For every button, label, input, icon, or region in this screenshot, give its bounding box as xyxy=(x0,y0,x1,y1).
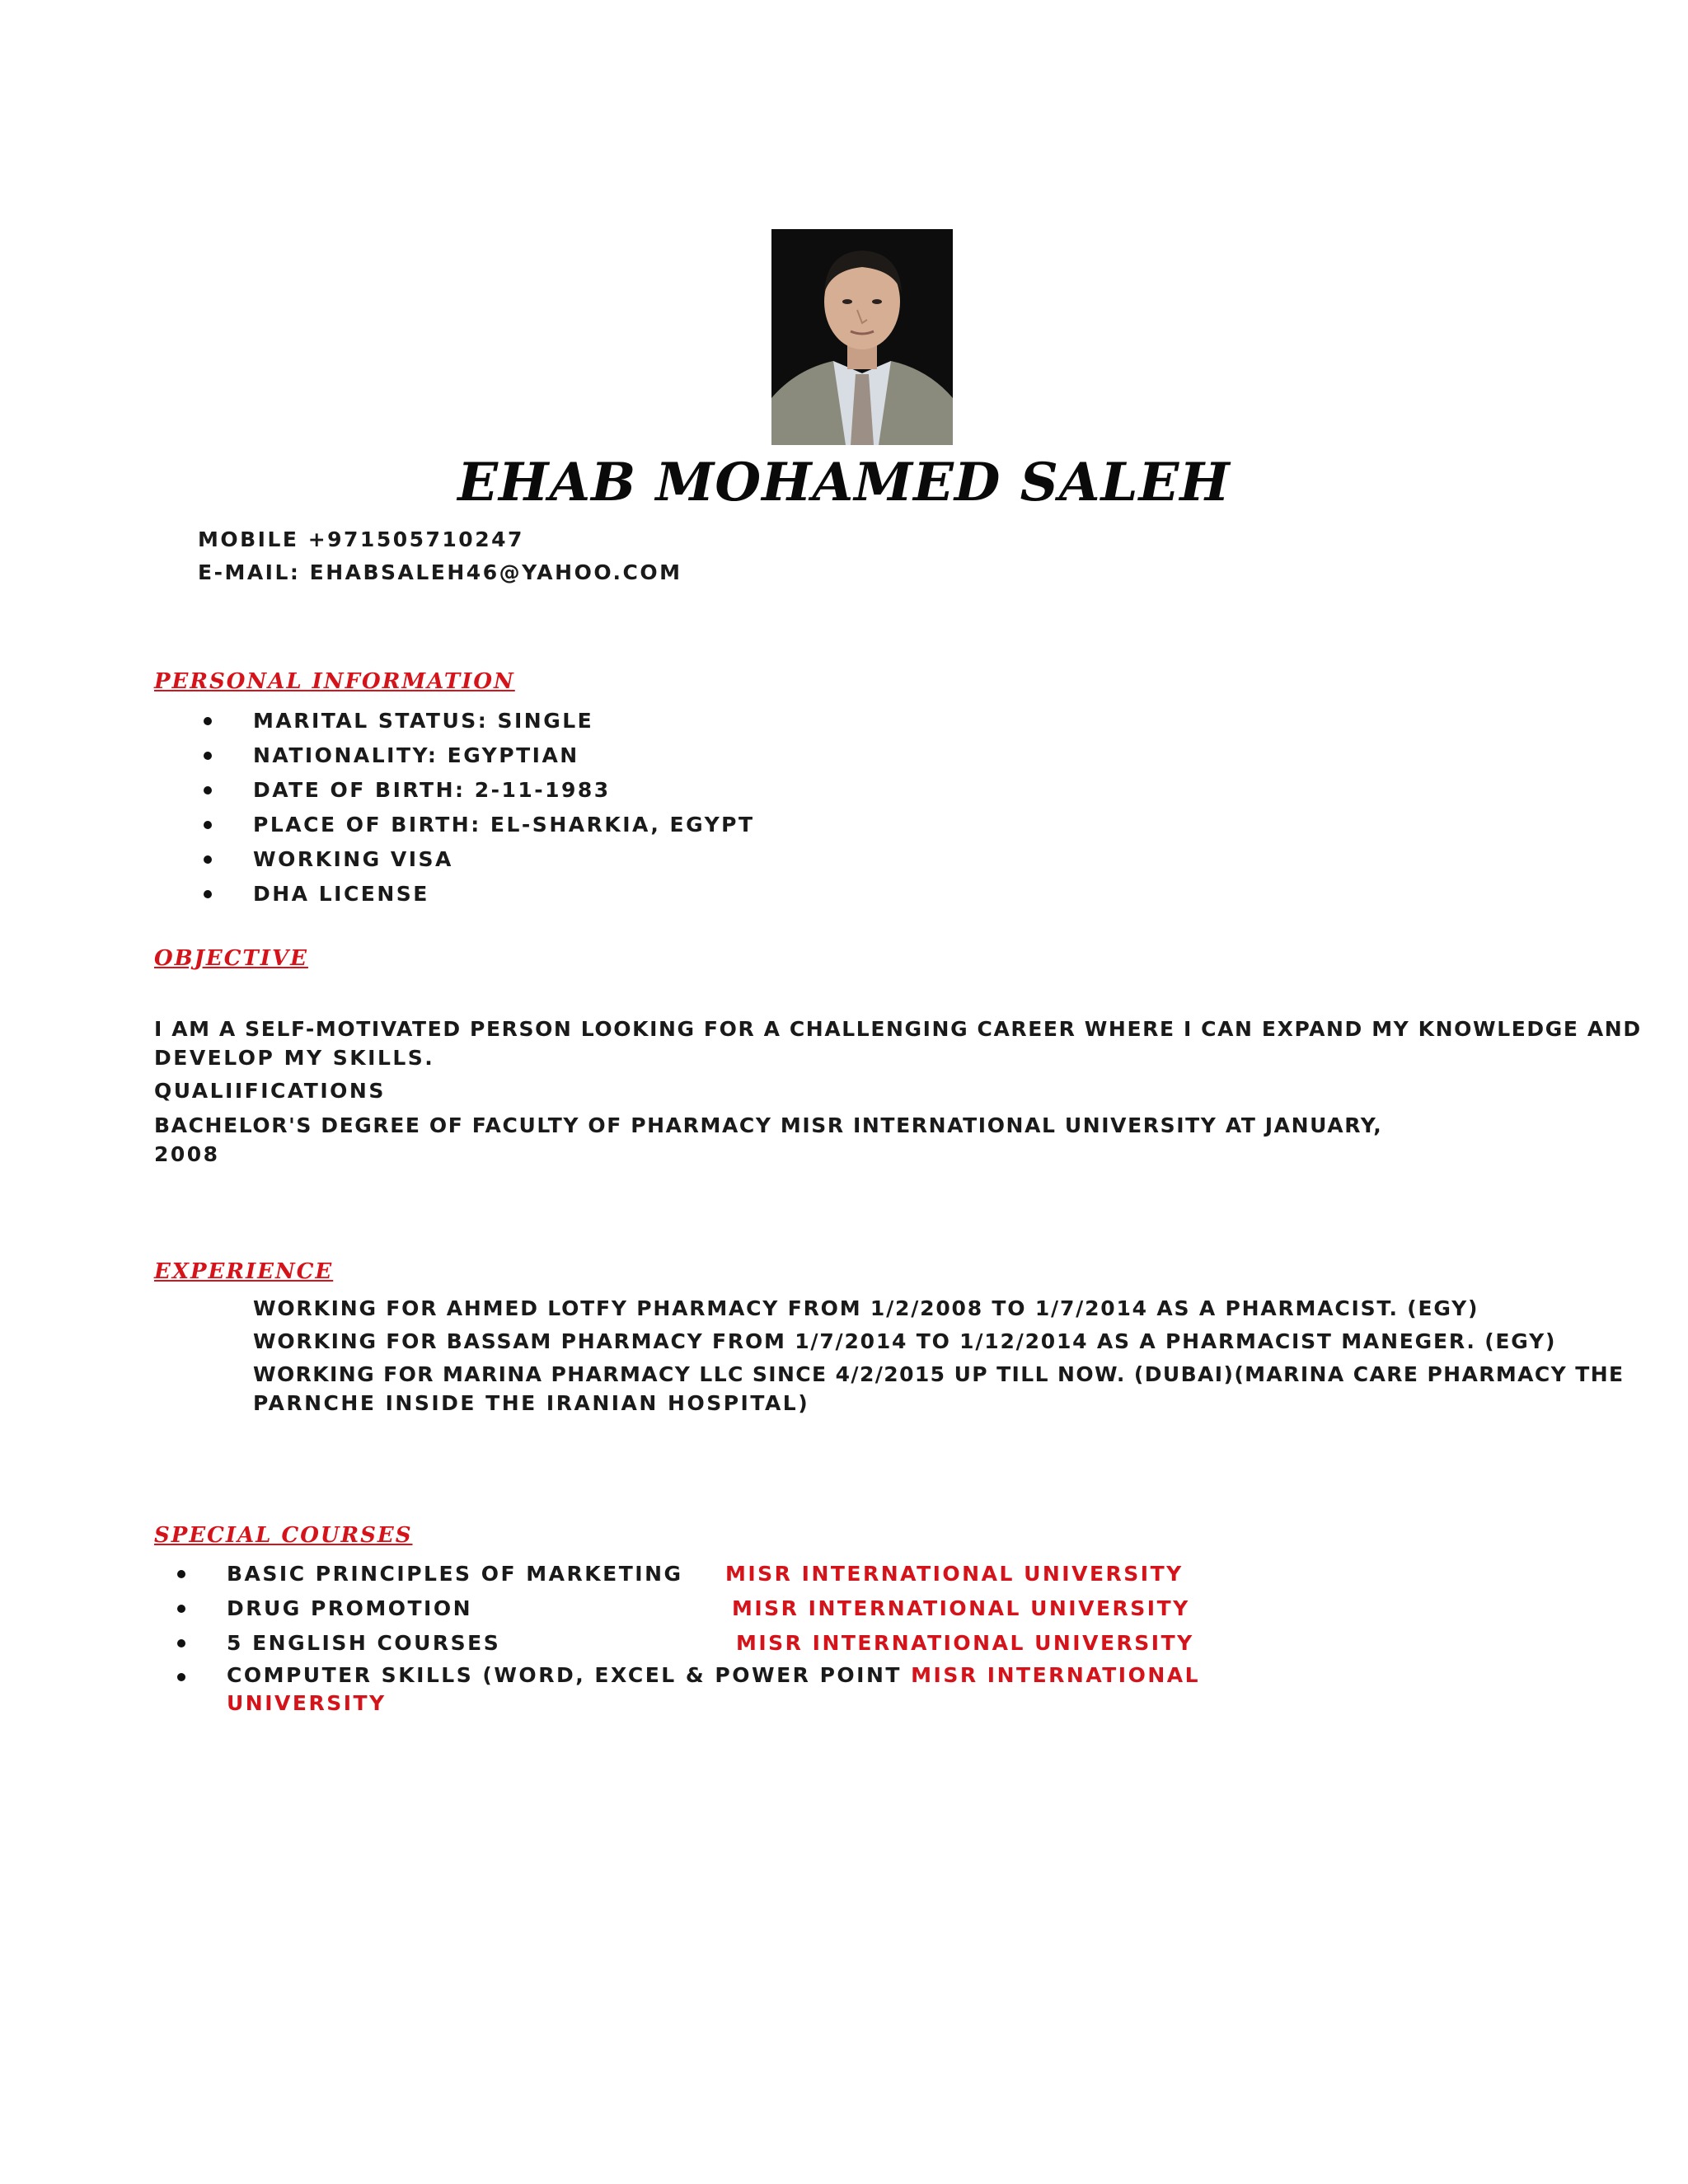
email-address: E-MAIL: EHABSALEH46@YAHOO.COM xyxy=(198,560,682,584)
bullet-icon xyxy=(177,1605,185,1613)
qualifications-label: QUALIIFICATIONS xyxy=(154,1079,386,1103)
candidate-name: EHAB MOHAMED SALEH xyxy=(457,452,1231,513)
experience-item-3-continued: PARNCHE INSIDE THE IRANIAN HOSPITAL) xyxy=(253,1391,810,1415)
list-item xyxy=(227,1591,1190,1626)
bullet-icon xyxy=(204,717,212,725)
bullet-icon xyxy=(204,752,212,760)
list-item: DHA LICENSE xyxy=(253,877,755,912)
bullet-icon xyxy=(204,786,212,794)
bullet-icon xyxy=(204,890,212,898)
course-institution-continued: UNIVERSITY xyxy=(227,1691,387,1715)
course-institution: MISR INTERNATIONAL xyxy=(911,1663,1201,1687)
course-institution: MISR INTERNATIONAL UNIVERSITY xyxy=(725,1562,1184,1586)
bullet-icon xyxy=(204,821,212,829)
course-institution: MISR INTERNATIONAL UNIVERSITY xyxy=(732,1596,1190,1620)
bullet-icon xyxy=(204,855,212,864)
course-institution: MISR INTERNATIONAL UNIVERSITY xyxy=(736,1631,1194,1655)
personal-information-heading: PERSONAL INFORMATION xyxy=(154,669,515,694)
objective-text-line2: DEVELOP MY SKILLS. xyxy=(154,1046,435,1070)
objective-heading: OBJECTIVE xyxy=(154,946,308,971)
experience-item-2: WORKING FOR BASSAM PHARMACY FROM 1/7/2014 TO 1/12/2014 AS A PHARMACIST MANEGER. (EGY) xyxy=(253,1329,1557,1353)
list-item: WORKING VISA xyxy=(253,842,755,877)
special-courses-list xyxy=(227,1557,1194,1661)
experience-item-3: WORKING FOR MARINA PHARMACY LLC SINCE 4/2/2015 UP TILL NOW. (DUBAI)(MARINA CARE PHARMACY THE xyxy=(253,1362,1625,1386)
degree-line1: BACHELOR'S DEGREE OF FACULTY OF PHARMACY MISR INTERNATIONAL UNIVERSITY AT JANUARY, xyxy=(154,1113,1383,1137)
special-courses-heading: SPECIAL COURSES xyxy=(154,1523,413,1548)
computer-skills-course xyxy=(227,1661,1200,1718)
bullet-icon xyxy=(177,1570,185,1578)
mobile-number: MOBILE +971505710247 xyxy=(198,527,524,551)
course-name: COMPUTER SKILLS (WORD, EXCEL & POWER POINT xyxy=(227,1663,902,1687)
degree-line2: 2008 xyxy=(154,1142,220,1166)
bullet-icon xyxy=(177,1673,185,1681)
course-name: DRUG PROMOTION xyxy=(227,1596,473,1620)
course-name: BASIC PRINCIPLES OF MARKETING xyxy=(227,1562,683,1586)
list-item: MARITAL STATUS: SINGLE xyxy=(253,704,755,738)
list-item xyxy=(227,1626,1194,1661)
experience-heading: EXPERIENCE xyxy=(154,1259,334,1284)
list-item: PLACE OF BIRTH: EL-SHARKIA, EGYPT xyxy=(253,808,755,842)
list-item xyxy=(227,1557,1184,1591)
personal-information-list xyxy=(253,704,755,912)
objective-text-line1: I AM A SELF-MOTIVATED PERSON LOOKING FOR A CHALLENGING CAREER WHERE I CAN EXPAND MY KNOWLEDGE AND xyxy=(154,1017,1642,1041)
bullet-icon xyxy=(177,1639,185,1647)
list-item: DATE OF BIRTH: 2-11-1983 xyxy=(253,773,755,808)
experience-item-1: WORKING FOR AHMED LOTFY PHARMACY FROM 1/2/2008 TO 1/7/2014 AS A PHARMACIST. (EGY) xyxy=(253,1296,1479,1320)
course-name: 5 ENGLISH COURSES xyxy=(227,1631,501,1655)
profile-photo xyxy=(771,229,953,445)
list-item: NATIONALITY: EGYPTIAN xyxy=(253,738,755,773)
